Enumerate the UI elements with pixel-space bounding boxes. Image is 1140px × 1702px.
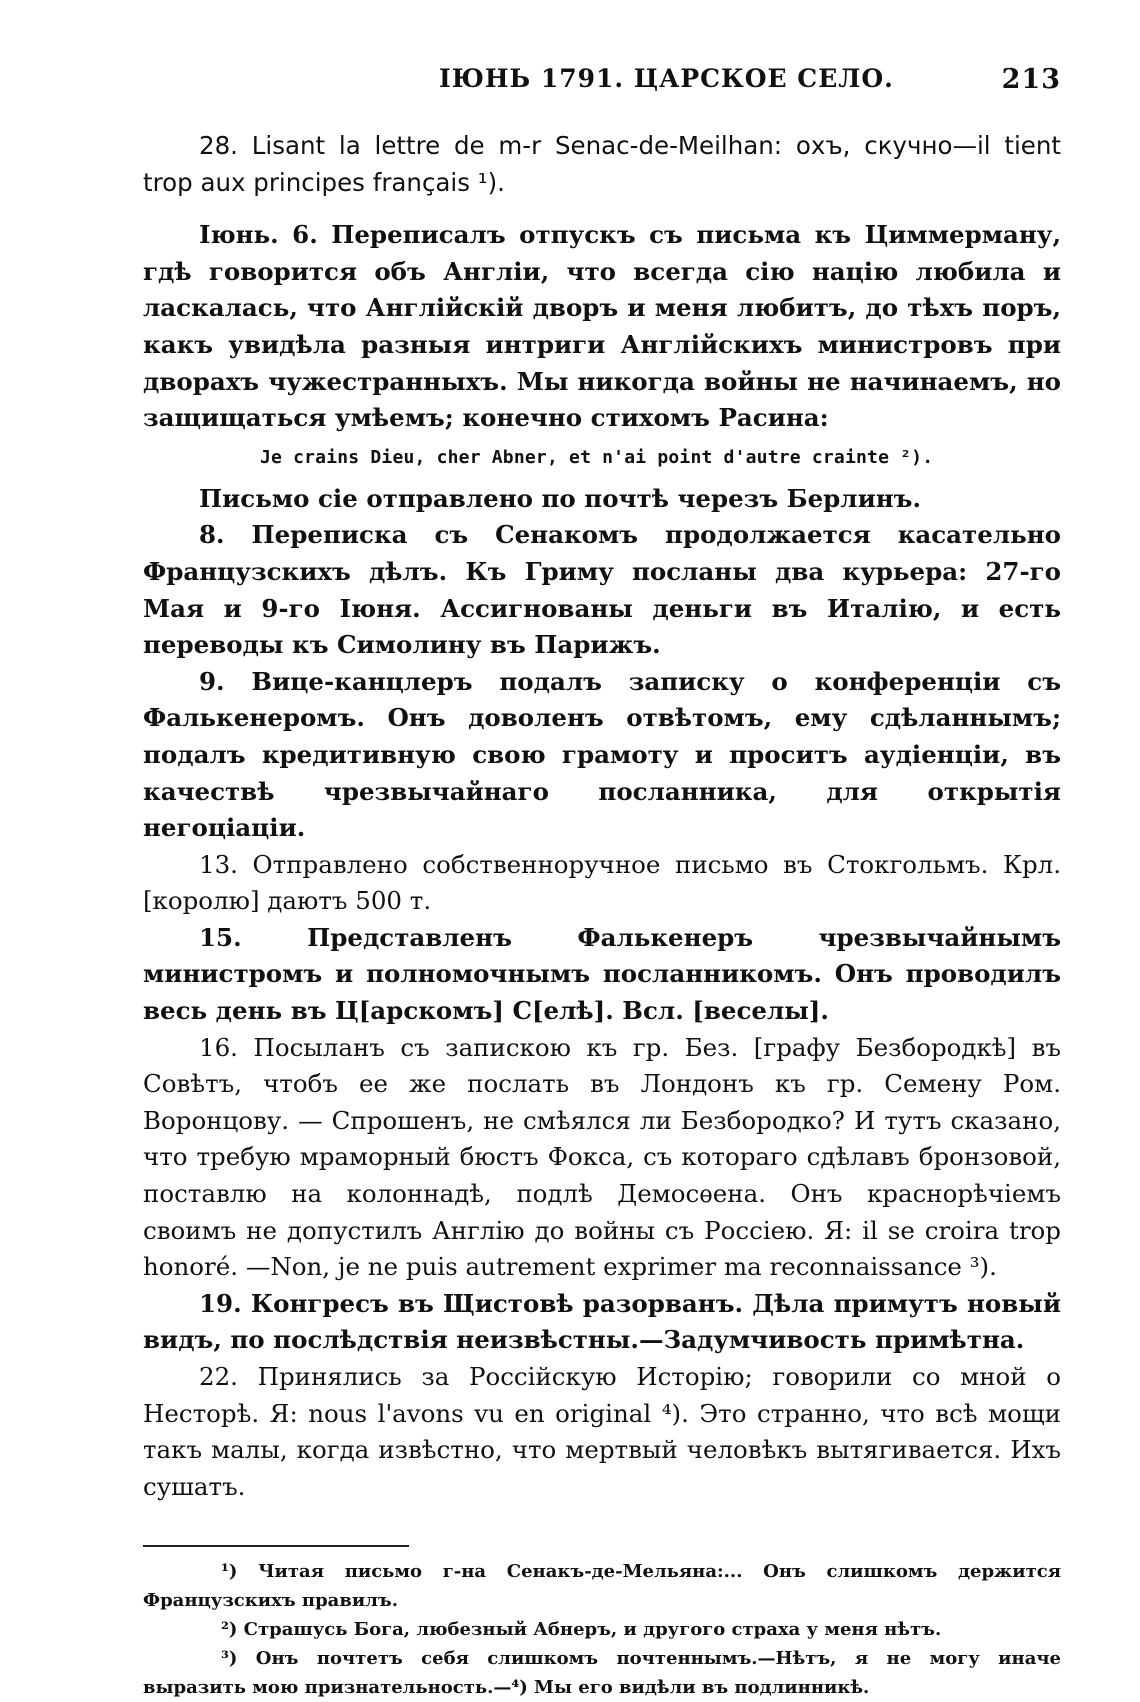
book-page — [143, 56, 1061, 1702]
entry-june-13: 13. Отправлено собственноручное письмо въ Стокгольмъ. Крл. [королю] даютъ 500 т. — [143, 849, 1061, 916]
entry-june-9: 9. Вице-канцлеръ подалъ записку о конференціи съ Фалькенеромъ. Онъ доволенъ отвѣтомъ, ему сдѣланнымъ; подалъ кредитивную свою грамоту и проситъ аудіенціи, въ качествѣ чрезвычайнаго посланника, для открытія негоціаціи. — [143, 666, 1061, 843]
footnote-3-4: ³) Онъ почтетъ себя слишкомъ почтеннымъ.—Нѣтъ, я не могу иначе выразить мою признательность.—⁴) Мы его видѣли въ подлинникѣ. — [143, 1648, 1061, 1699]
footnote-divider — [143, 1545, 409, 1547]
entry-june-19: 19. Конгресъ въ Щистовѣ разорванъ. Дѣла примутъ новый видъ, по послѣдствія неизвѣстны.—Задумчивость примѣтна. — [143, 1288, 1061, 1355]
footnote-1: ¹) Читая письмо г-на Сенакъ-де-Мельяна:... Онъ слишкомъ держится Французскихъ правилъ. — [143, 1561, 1061, 1612]
entry-june-22: 22. Принялись за Россійскую Исторію; говорили со мной о Несторѣ. Я: nous l'avons vu en original ⁴). Это странно, что всѣ мощи такъ малы, когда извѣстно, что мертвый человѣкъ вытягивается. Ихъ сушатъ. — [143, 1362, 1061, 1501]
entry-june-15: 15. Представленъ Фалькенеръ чрезвычайнымъ министромъ и полномочнымъ посланникомъ. Онъ проводилъ весь день въ Ц[арскомъ] С[елѣ]. Всл. [веселы]. — [143, 922, 1061, 1026]
footnote-2: ²) Страшусь Бога, любезный Абнеръ, и другого страха у меня нѣтъ. — [221, 1619, 942, 1641]
main-text — [143, 128, 1061, 1505]
entry-28-may: 28. Lisant la lettre de m-r Senac-de-Meilhan: охъ, скучно—il tient trop aux principes français ¹). — [143, 131, 1061, 197]
entry-june-8: 8. Переписка съ Сенакомъ продолжается касательно Французскихъ дѣлъ. Къ Гриму посланы два курьера: 27-го Мая и 9-го Іюня. Ассигнованы деньги въ Италію, и есть переводы къ Симолину въ Парижъ. — [143, 520, 1061, 660]
entry-june-6: Іюнь. 6. Переписалъ отпускъ съ письма къ Циммерману, гдѣ говорится объ Англіи, что всегда сію націю любила и ласкалась, что Англійскій дворъ и меня любитъ, до тѣхъ поръ, какъ увидѣла разныя интриги Англійскихъ министровъ при дворахъ чужестранныхъ. Мы никогда войны не начинаемъ, но защищаться умѣемъ; конечно стихомъ Расина: — [143, 220, 1061, 433]
entry-june-16: 16. Посыланъ съ запискою къ гр. Без. [графу Безбородкѣ] въ Совѣтъ, чтобъ ее же послать въ Лондонъ къ гр. Семену Ром. Воронцову. — Спрошенъ, не смѣялся ли Безбородко? И тутъ сказано, что требую мраморный бюстъ Фокса, съ котораго сдѣлавъ бронзовой, поставлю на колоннадѣ, подлѣ Демосѳена. Онъ краснорѣчіемъ своимъ не допустилъ Англію до войны съ Россіею. Я: il se croira trop honoré. —Non, je ne puis autrement exprimer ma reconnaissance ³). — [143, 1032, 1061, 1282]
page-header — [143, 56, 1061, 100]
racine-quote: Je crains Dieu, cher Abner, et n'ai point d'autre crainte ²). — [260, 446, 934, 468]
page-number: 213 — [1001, 64, 1061, 95]
running-title: ІЮНЬ 1791. ЦАРСКОЕ СЕЛО. — [439, 64, 894, 93]
entry-letter-sent: Письмо сіе отправлено по почтѣ черезъ Берлинъ. — [199, 483, 921, 513]
footnotes — [143, 1557, 1061, 1702]
